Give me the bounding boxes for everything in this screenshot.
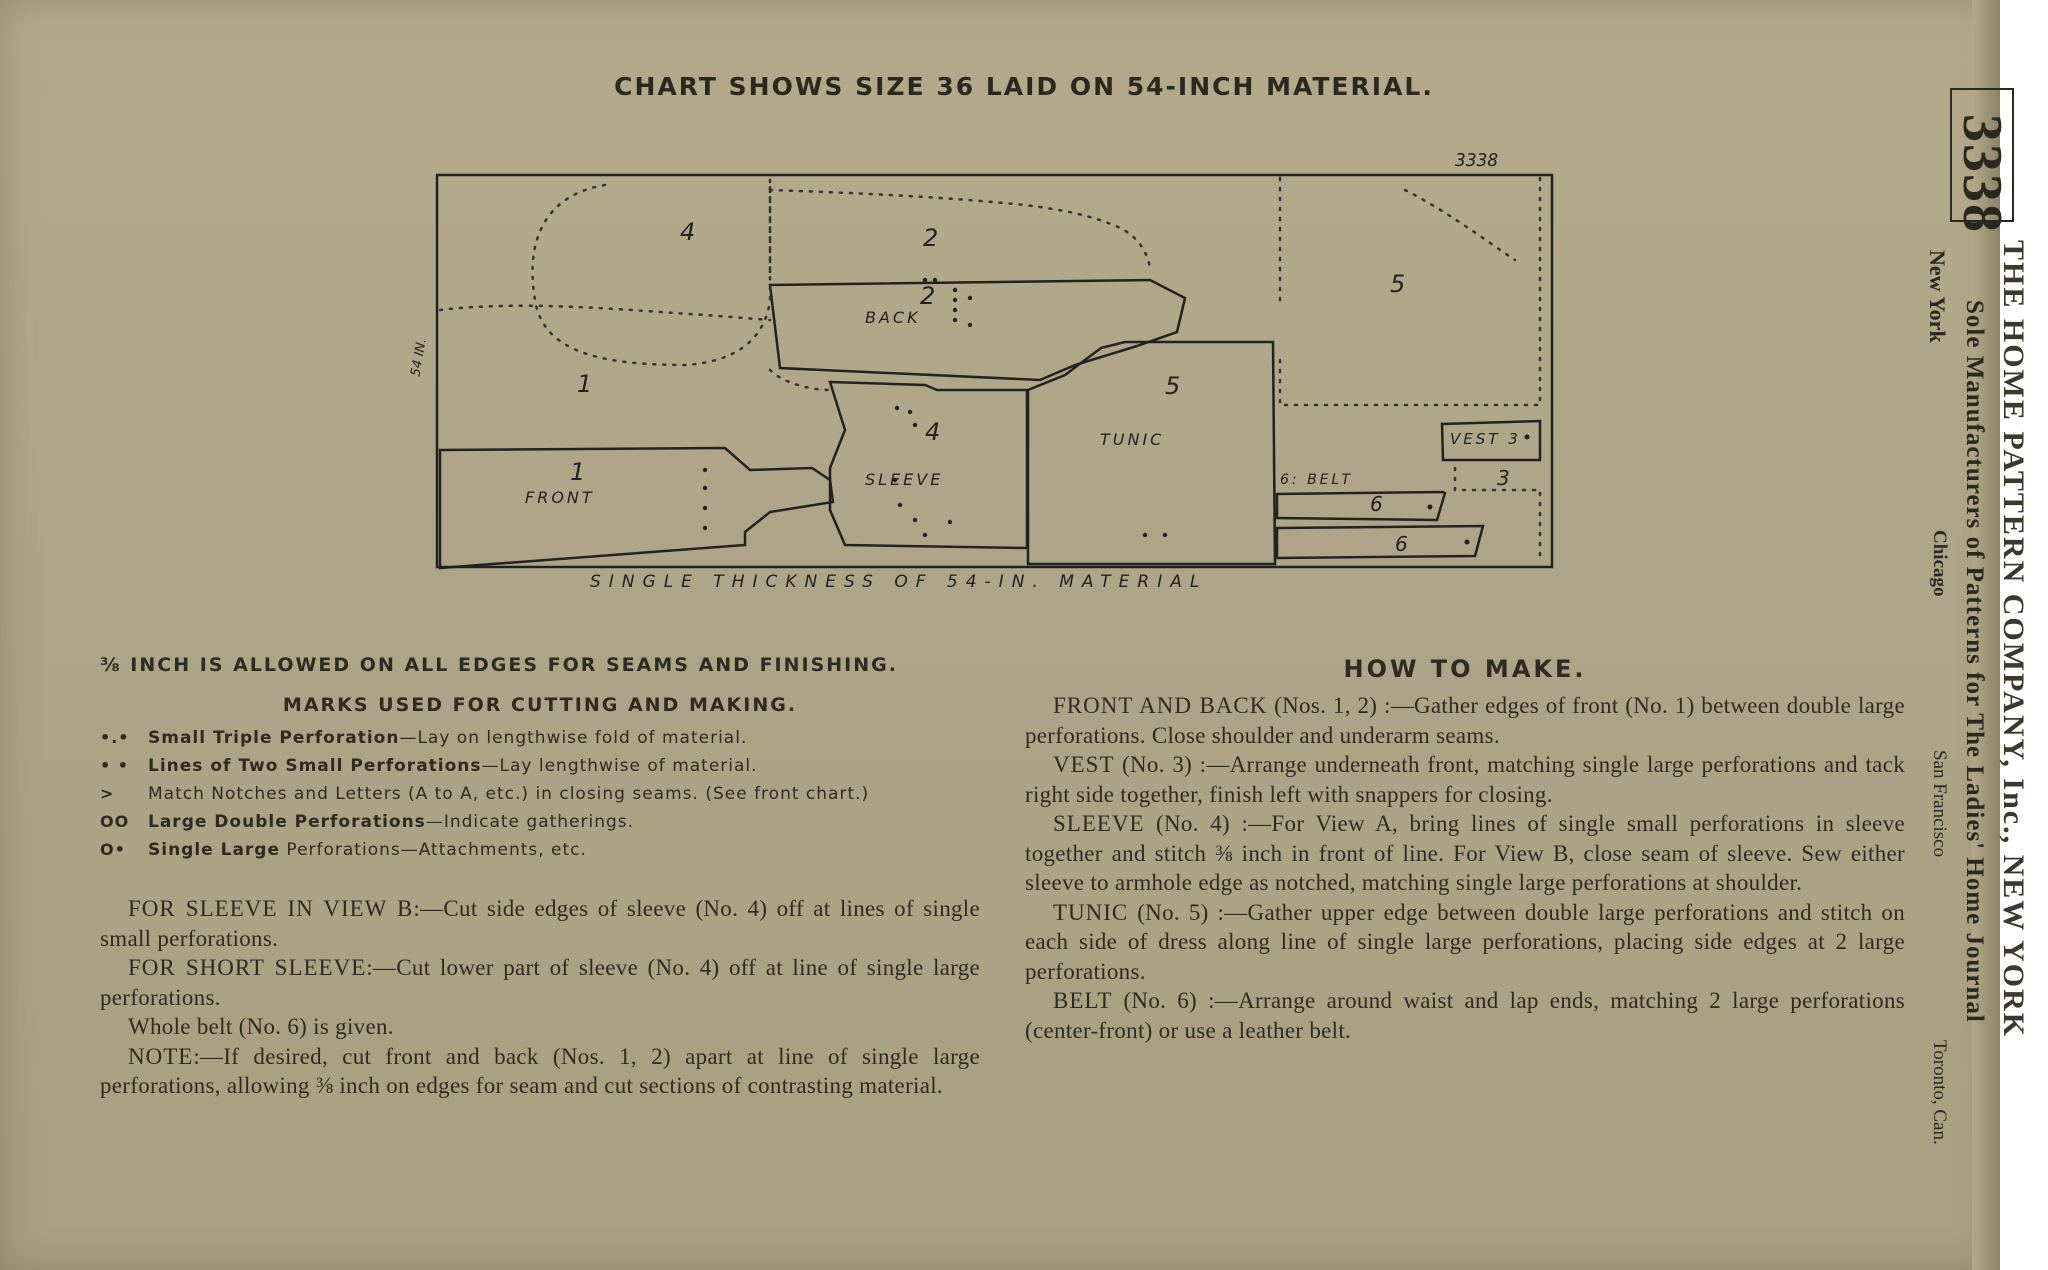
piece-label-back: BACK	[865, 308, 921, 327]
single-large-perforation-icon: O•	[100, 840, 126, 859]
piece-label-sleeve: SLEEVE	[865, 470, 944, 489]
pattern-number-box	[1950, 88, 2014, 234]
perforation	[953, 308, 957, 312]
city-san-francisco: San Francisco	[1929, 750, 1950, 858]
perforation	[953, 288, 957, 292]
perforation	[948, 520, 952, 524]
piece-label-belt: 6: BELT	[1280, 472, 1353, 488]
piece-label-4: 4	[680, 218, 696, 246]
mark-item	[100, 808, 980, 836]
perforation	[953, 318, 957, 322]
piece-label-1-front: 1	[570, 458, 586, 486]
instruction-paragraph: BELT (No. 6) :—Arrange around waist and lap ends, matching 2 large perforations (center-front) or use a leather belt.	[1025, 988, 1905, 1043]
instruction-paragraph: TUNIC (No. 5) :—Gather upper edge between double large perforations and stitch on each side of dress along line of single large perforations, placing side edges at 2 large perforations.	[1025, 899, 1905, 984]
mark-item	[100, 836, 980, 864]
material-outline	[437, 175, 1552, 567]
mark-name: Small Triple Perforation	[148, 728, 400, 748]
sole-manufacturers: Sole Manufacturers of Patterns for The Ladies' Home Journal	[1961, 300, 1988, 1023]
marks-heading: MARKS USED FOR CUTTING AND MAKING.	[282, 694, 798, 716]
piece-label-vest: VEST 3	[1450, 430, 1521, 448]
piece-back-outline	[770, 280, 1185, 380]
piece-label-5: 5	[1390, 270, 1406, 298]
perforation	[703, 468, 707, 472]
piece-2-top-outline	[770, 180, 1150, 278]
cutting-chart-diagram	[425, 150, 1575, 590]
triple-perforation-icon: •.•	[100, 728, 130, 747]
material-width-label: 54 IN.	[408, 337, 430, 378]
perforation	[895, 406, 899, 410]
piece-4-top-outline	[533, 180, 770, 365]
how-to-make-heading: HOW TO MAKE.	[1343, 655, 1587, 683]
piece-label-front: FRONT	[525, 488, 595, 507]
cutting-chart	[408, 150, 1575, 592]
mark-item	[100, 752, 980, 780]
mark-item	[100, 724, 980, 752]
mark-name: Large Double Perforations	[148, 812, 426, 832]
piece-label-6b: 6	[1395, 532, 1408, 556]
perforation	[913, 518, 917, 522]
piece-belt-b-outline	[1277, 526, 1483, 558]
piece-label-tunic: TUNIC	[1100, 430, 1165, 449]
two-perforations-icon: • •	[100, 756, 130, 775]
perforation	[968, 296, 972, 300]
mark-desc: —Lay lengthwise of material.	[481, 756, 758, 776]
perforation	[913, 423, 917, 427]
seam-allowance: ⅜ INCH IS ALLOWED ON ALL EDGES FOR SEAMS AND FINISHING.	[100, 654, 898, 676]
instruction-paragraph: NOTE:—If desired, cut front and back (Nos. 1, 2) apart at line of single large perforations, allowing ⅜ inch on edges for seam and cut sections of contrasting material.	[100, 1043, 980, 1098]
instruction-paragraph: VEST (No. 3) :—Arrange underneath front, matching single large perforations and tack right side together, finish left with snappers for closing.	[1025, 752, 1905, 807]
spine-text	[1900, 240, 2030, 1190]
perforation	[703, 526, 707, 530]
perforation	[703, 486, 707, 490]
perforation	[968, 323, 972, 327]
material-caption: SINGLE THICKNESS OF 54-IN. MATERIAL	[590, 572, 1208, 592]
company-name: THE HOME PATTERN COMPANY, Inc., NEW YORK	[1997, 240, 2030, 1039]
mark-name: Lines of Two Small Perforations	[148, 756, 482, 776]
how-to-make	[1025, 655, 1905, 1045]
perforation	[923, 533, 927, 537]
piece-sleeve-outline	[830, 382, 1027, 548]
piece-label-6a: 6	[1370, 492, 1383, 516]
mark-item	[100, 780, 980, 808]
instruction-paragraph: SLEEVE (No. 4) :—For View A, bring lines of single small perforations in sleeve together and stitch ⅜ inch in front of line. For View B, close seam of sleeve. Sew either sleeve to armhole edge as notched, matching single large perforations at shoulder.	[1025, 811, 1905, 895]
mark-name: Single Large	[148, 840, 281, 860]
perforation	[1525, 435, 1530, 440]
perforation	[1428, 505, 1433, 510]
city-toronto: Toronto, Can.	[1929, 1040, 1950, 1145]
cutting-instructions	[100, 650, 980, 1101]
piece-label-2-back: 2	[920, 282, 936, 310]
instruction-paragraph: FRONT AND BACK (Nos. 1, 2) :—Gather edges of front (No. 1) between double large perforations. Close shoulder and underarm seams.	[1025, 693, 1905, 748]
piece-5-right-outline	[1280, 178, 1540, 405]
perforation	[1465, 540, 1470, 545]
perforation	[953, 298, 957, 302]
mark-desc: Match Notches and Letters (A to A, etc.) in closing seams. (See front chart.)	[148, 784, 870, 804]
piece-belt-a-outline	[1277, 492, 1445, 520]
instruction-paragraph: FOR SLEEVE IN VIEW B:—Cut side edges of sleeve (No. 4) off at lines of single small perforations.	[100, 896, 981, 951]
marks-list	[100, 724, 980, 864]
piece-label-2: 2	[923, 224, 939, 252]
piece-1-upper-outline	[440, 306, 830, 390]
mark-desc: —Lay on lengthwise fold of material.	[399, 728, 748, 748]
piece-label-5-tunic: 5	[1165, 372, 1181, 400]
instruction-paragraph: Whole belt (No. 6) is given.	[128, 1014, 394, 1039]
mark-desc: Perforations—Attachments, etc.	[286, 840, 587, 860]
sleeve-notes	[100, 894, 980, 1101]
perforation	[703, 506, 707, 510]
notch-icon: >	[100, 784, 115, 803]
piece-label-1: 1	[577, 370, 593, 398]
city-chicago: Chicago	[1929, 530, 1950, 597]
perforation	[908, 410, 912, 414]
mark-desc: —Indicate gatherings.	[425, 812, 635, 832]
pattern-number: 3338	[1951, 114, 2013, 234]
perforation	[1163, 533, 1167, 537]
chart-title: CHART SHOWS SIZE 36 LAID ON 54-INCH MATERIAL.	[614, 72, 1434, 101]
piece-label-3: 3	[1497, 466, 1510, 490]
piece-label-4-sleeve: 4	[925, 418, 941, 446]
piece-tunic-outline	[1028, 342, 1275, 564]
double-large-perforation-icon: OO	[100, 812, 130, 831]
chart-pattern-code: 3338	[1455, 150, 1499, 171]
instruction-paragraph: FOR SHORT SLEEVE:—Cut lower part of sleeve (No. 4) off at line of single large perforations.	[100, 955, 980, 1010]
perforation	[898, 503, 902, 507]
perforation	[1143, 533, 1147, 537]
city-new-york: New York	[1925, 250, 1950, 343]
piece-front-outline	[440, 448, 833, 568]
